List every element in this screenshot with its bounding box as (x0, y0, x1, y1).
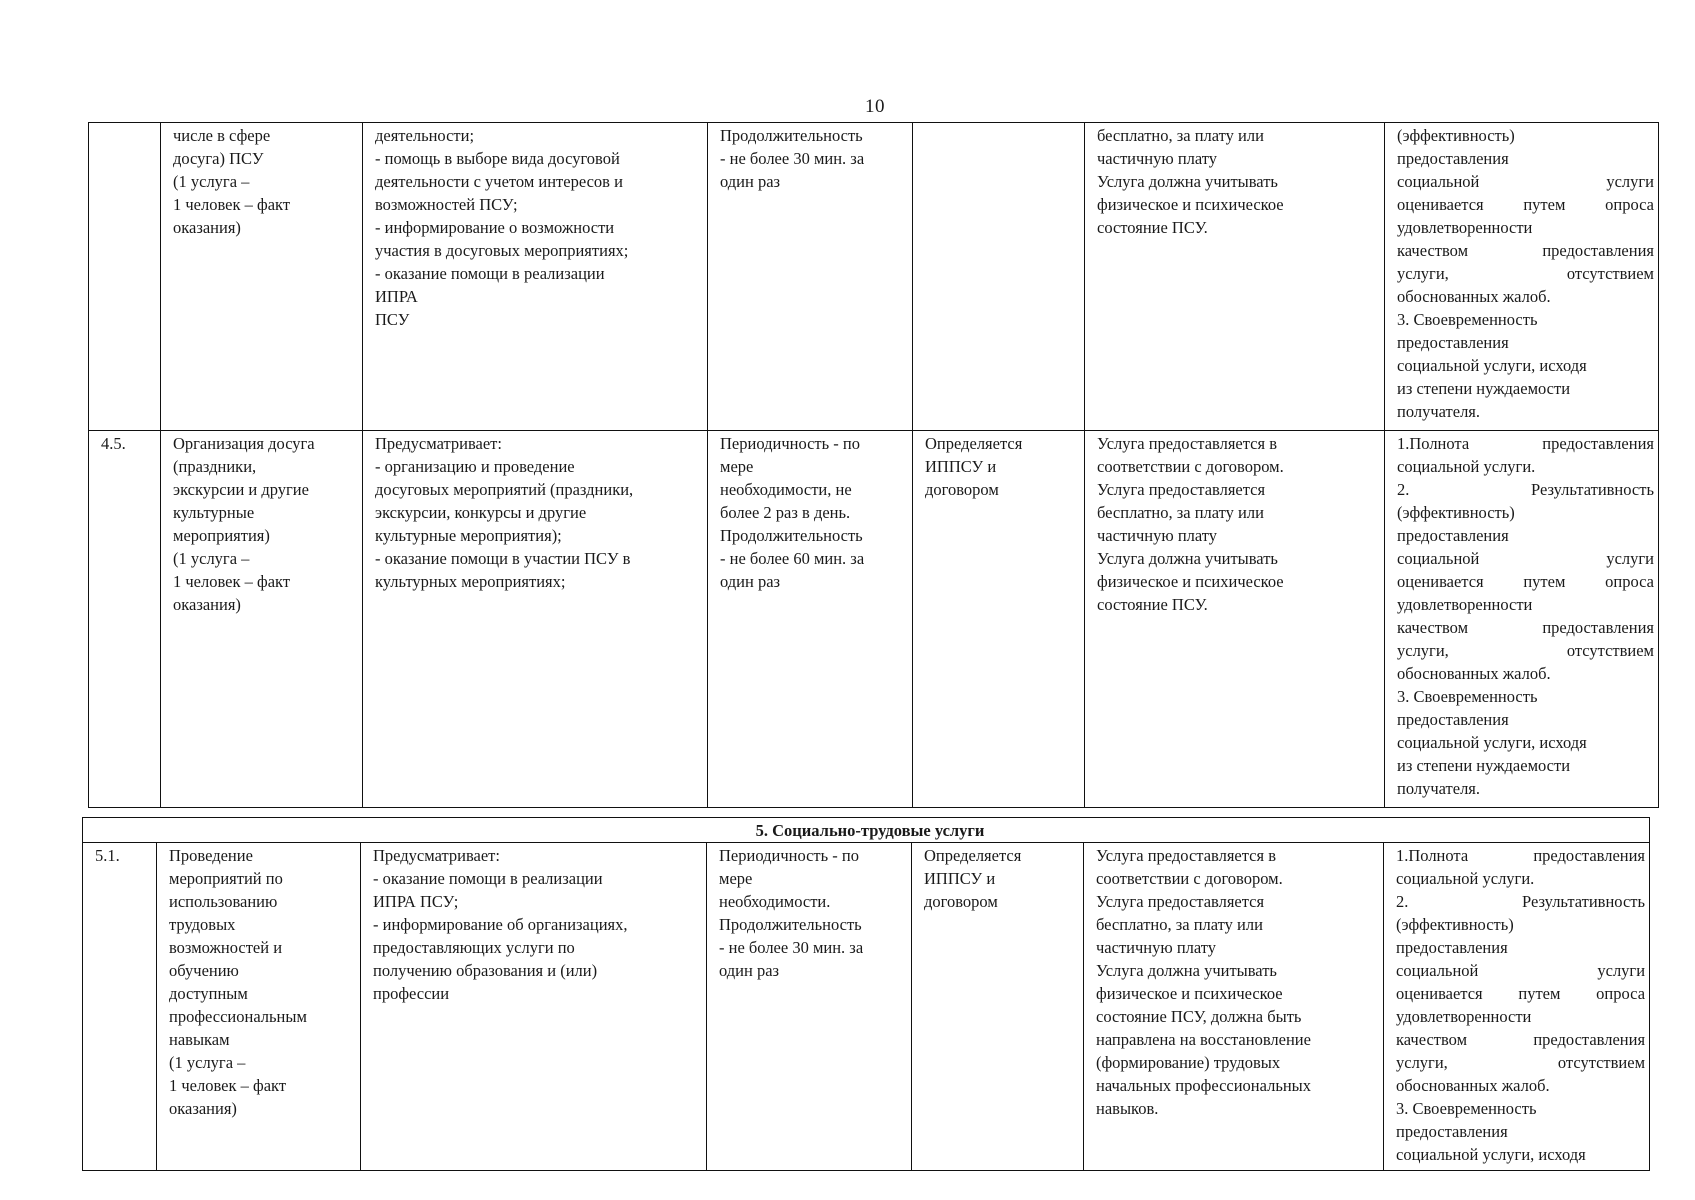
cell-text-line: досуговых мероприятий (праздники, (375, 480, 634, 499)
cell-text-line: Предусматривает: (375, 434, 502, 453)
cell-text-line: - не более 30 мин. за (719, 938, 864, 957)
cell-service-name (161, 431, 363, 808)
cell-text-line: Периодичность - по (720, 434, 860, 453)
cell-text-line: договором (925, 480, 999, 499)
cell-text-line: обоснованных жалоб. (1397, 664, 1551, 683)
cell-text-line: бесплатно, за плату или (1097, 126, 1264, 145)
cell-text-line: необходимости, не (720, 480, 852, 499)
cell-text-line: культурные мероприятия); (375, 526, 562, 545)
cell-text-line: предоставления (1397, 526, 1509, 545)
cell-text-line: (эффективность) (1396, 915, 1514, 934)
cell-text-line: социальной услуги, исходя (1397, 356, 1587, 375)
cell-text-line: бесплатно, за плату или (1097, 503, 1264, 522)
cell-text-line: (1 услуга – (169, 1053, 246, 1072)
cell-quality-indicators (1385, 431, 1659, 808)
table-row (89, 431, 1659, 808)
cell-text-line: социальной услуги (1397, 549, 1654, 568)
cell-text-line: 2. Результативность (1396, 892, 1646, 911)
cell-text-line: один раз (719, 961, 780, 980)
cell-text-line: Проведение (169, 846, 253, 865)
cell-text-line: ИПРА ПСУ; (373, 892, 459, 911)
section-header-row (83, 818, 1650, 843)
cell-text-line: обоснованных жалоб. (1396, 1076, 1550, 1095)
cell-text-line: мероприятий по (169, 869, 283, 888)
cell-text-line: предоставления (1397, 710, 1509, 729)
cell-text-line: предоставления (1397, 333, 1509, 352)
cell-text-line: использованию (169, 892, 278, 911)
cell-text-line: соответствии с договором. (1097, 457, 1284, 476)
services-table (88, 122, 1659, 808)
cell-text-line: (эффективность) (1397, 503, 1515, 522)
cell-number: 5.1. (83, 843, 157, 1171)
cell-text-line: оказания) (173, 218, 241, 237)
cell-text-line: участия в досуговых мероприятиях; (375, 241, 629, 260)
cell-text-line: - оказание помощи в реализации (373, 869, 603, 888)
cell-text-line: частичную плату (1097, 149, 1218, 168)
cell-service-name (161, 123, 363, 431)
cell-text-line: ИППСУ и (925, 457, 997, 476)
cell-text-line: (праздники, (173, 457, 257, 476)
cell-text-line: предоставления (1396, 938, 1508, 957)
cell-timing (708, 123, 913, 431)
cell-conditions (1085, 123, 1385, 431)
cell-text-line: оценивается путем опроса (1396, 984, 1646, 1003)
cell-text-line: 1.Полнота предоставления (1396, 846, 1646, 865)
cell-quality-indicators (1384, 843, 1650, 1171)
cell-text-line: Услуга предоставляется в (1097, 434, 1277, 453)
cell-text-line: деятельности; (375, 126, 475, 145)
cell-text-line: направлена на восстановление (1096, 1030, 1311, 1049)
cell-service-description (363, 123, 708, 431)
cell-text-line: физическое и психическое (1097, 572, 1284, 591)
cell-text-line: оценивается путем опроса (1397, 195, 1654, 214)
cell-text-line: профессиональным (169, 1007, 307, 1026)
cell-text-line: числе в сфере (173, 126, 271, 145)
cell-conditions (1085, 431, 1385, 808)
cell-text-line: - не более 60 мин. за (720, 549, 865, 568)
cell-timing (707, 843, 912, 1171)
cell-text-line: услуги, отсутствием (1396, 1053, 1646, 1072)
cell-text-line: 3. Своевременность (1397, 310, 1538, 329)
cell-text-line: Предусматривает: (373, 846, 500, 865)
cell-text-line: предоставления (1397, 149, 1509, 168)
cell-service-description (363, 431, 708, 808)
cell-text-line: (эффективность) (1397, 126, 1515, 145)
cell-text-line: Периодичность - по (719, 846, 859, 865)
cell-text-line: Услуга должна учитывать (1097, 172, 1278, 191)
cell-text-line: профессии (373, 984, 450, 1003)
cell-text-line: социальной услуги, исходя (1396, 1145, 1586, 1164)
cell-text-line: оценивается путем опроса (1397, 572, 1654, 591)
cell-text-line: физическое и психическое (1096, 984, 1283, 1003)
cell-text-line: 1 человек – факт (173, 195, 291, 214)
cell-text-line: обучению (169, 961, 239, 980)
cell-volume (913, 431, 1085, 808)
cell-text-line: социальной услуги (1397, 172, 1654, 191)
cell-text-line: ИПРА (375, 287, 418, 306)
cell-text-line: услуги, отсутствием (1397, 641, 1654, 660)
cell-text-line: один раз (720, 172, 781, 191)
cell-text-line: социальной услуги. (1396, 869, 1535, 888)
cell-text-line: доступным (169, 984, 248, 1003)
cell-text-line: Услуга должна учитывать (1096, 961, 1277, 980)
cell-timing (708, 431, 913, 808)
cell-service-name (157, 843, 361, 1171)
section-title: 5. Социально-трудовые услуги (83, 818, 1650, 843)
cell-text-line: навыков. (1096, 1099, 1159, 1118)
cell-text-line: качеством предоставления (1397, 618, 1654, 637)
cell-text-line: мероприятия) (173, 526, 270, 545)
cell-text-line: Продолжительность (720, 526, 863, 545)
cell-text-line: предоставляющих услуги по (373, 938, 575, 957)
cell-text-line: соответствии с договором. (1096, 869, 1283, 888)
cell-text-line: удовлетворенности (1397, 218, 1533, 237)
cell-text-line: возможностей и (169, 938, 283, 957)
cell-text-line: необходимости. (719, 892, 831, 911)
cell-text-line: деятельности с учетом интересов и (375, 172, 623, 191)
cell-number: 4.5. (89, 431, 161, 808)
cell-text-line: (1 услуга – (173, 172, 250, 191)
cell-text-line: состояние ПСУ. (1097, 595, 1208, 614)
cell-text-line: социальной услуги. (1397, 457, 1536, 476)
cell-text-line: мере (720, 457, 754, 476)
cell-text-line: оказания) (173, 595, 241, 614)
cell-text-line: социальной услуги (1396, 961, 1646, 980)
cell-text-line: физическое и психическое (1097, 195, 1284, 214)
cell-text-line: удовлетворенности (1396, 1007, 1532, 1026)
cell-text-line: - оказание помощи в реализации (375, 264, 605, 283)
cell-text-line: из степени нуждаемости (1397, 379, 1571, 398)
cell-text-line: культурных мероприятиях; (375, 572, 566, 591)
cell-text-line: состояние ПСУ, должна быть (1096, 1007, 1302, 1026)
cell-text-line: 2. Результативность (1397, 480, 1654, 499)
cell-text-line: 1 человек – факт (169, 1076, 287, 1095)
cell-text-line: один раз (720, 572, 781, 591)
cell-conditions (1084, 843, 1384, 1171)
table-row (83, 843, 1650, 1171)
cell-text-line: 3. Своевременность (1397, 687, 1538, 706)
cell-text-line: - организацию и проведение (375, 457, 575, 476)
cell-text-line: предоставления (1396, 1122, 1508, 1141)
cell-text-line: бесплатно, за плату или (1096, 915, 1263, 934)
cell-text-line: Услуга должна учитывать (1097, 549, 1278, 568)
cell-text-line: ИППСУ и (924, 869, 996, 888)
cell-volume (913, 123, 1085, 431)
cell-text-line: Продолжительность (720, 126, 863, 145)
cell-volume (912, 843, 1084, 1171)
cell-text-line: более 2 раз в день. (720, 503, 851, 522)
cell-text-line: досуга) ПСУ (173, 149, 264, 168)
cell-text-line: мере (719, 869, 753, 888)
cell-text-line: 1 человек – факт (173, 572, 291, 591)
cell-text-line: начальных профессиональных (1096, 1076, 1312, 1095)
cell-text-line: Определяется (924, 846, 1022, 865)
cell-text-line: ПСУ (375, 310, 410, 329)
cell-text-line: частичную плату (1097, 526, 1218, 545)
cell-text-line: (формирование) трудовых (1096, 1053, 1281, 1072)
cell-text-line: - помощь в выборе вида досуговой (375, 149, 620, 168)
page-number: 10 (865, 96, 885, 117)
cell-text-line: удовлетворенности (1397, 595, 1533, 614)
cell-text-line: трудовых (169, 915, 236, 934)
cell-text-line: экскурсии, конкурсы и другие (375, 503, 587, 522)
cell-text-line: возможностей ПСУ; (375, 195, 518, 214)
cell-text-line: Услуга предоставляется в (1096, 846, 1276, 865)
cell-text-line: (1 услуга – (173, 549, 250, 568)
services-table-continued (82, 817, 1650, 1171)
cell-text-line: Организация досуга (173, 434, 315, 453)
cell-text-line: навыкам (169, 1030, 230, 1049)
cell-text-line: Определяется (925, 434, 1023, 453)
cell-text-line: Продолжительность (719, 915, 862, 934)
cell-text-line: получателя. (1397, 402, 1481, 421)
cell-text-line: состояние ПСУ. (1097, 218, 1208, 237)
cell-text-line: частичную плату (1096, 938, 1217, 957)
cell-text-line: получению образования и (или) (373, 961, 598, 980)
cell-text-line: 1.Полнота предоставления (1397, 434, 1654, 453)
cell-service-description (361, 843, 707, 1171)
cell-text-line: - информирование об организациях, (373, 915, 628, 934)
cell-text-line: экскурсии и другие (173, 480, 309, 499)
cell-text-line: - не более 30 мин. за (720, 149, 865, 168)
cell-text-line: Услуга предоставляется (1096, 892, 1265, 911)
cell-text-line: культурные (173, 503, 255, 522)
table-row (89, 123, 1659, 431)
cell-text-line: договором (924, 892, 998, 911)
cell-quality-indicators (1385, 123, 1659, 431)
cell-text-line: социальной услуги, исходя (1397, 733, 1587, 752)
cell-text-line: Услуга предоставляется (1097, 480, 1266, 499)
cell-text-line: 3. Своевременность (1396, 1099, 1537, 1118)
cell-text-line: качеством предоставления (1397, 241, 1654, 260)
cell-text-line: получателя. (1397, 779, 1481, 798)
cell-text-line: - информирование о возможности (375, 218, 615, 237)
cell-text-line: услуги, отсутствием (1397, 264, 1654, 283)
cell-text-line: оказания) (169, 1099, 237, 1118)
cell-text-line: качеством предоставления (1396, 1030, 1646, 1049)
cell-number (89, 123, 161, 431)
cell-text-line: - оказание помощи в участии ПСУ в (375, 549, 631, 568)
cell-text-line: из степени нуждаемости (1397, 756, 1571, 775)
cell-text-line: обоснованных жалоб. (1397, 287, 1551, 306)
